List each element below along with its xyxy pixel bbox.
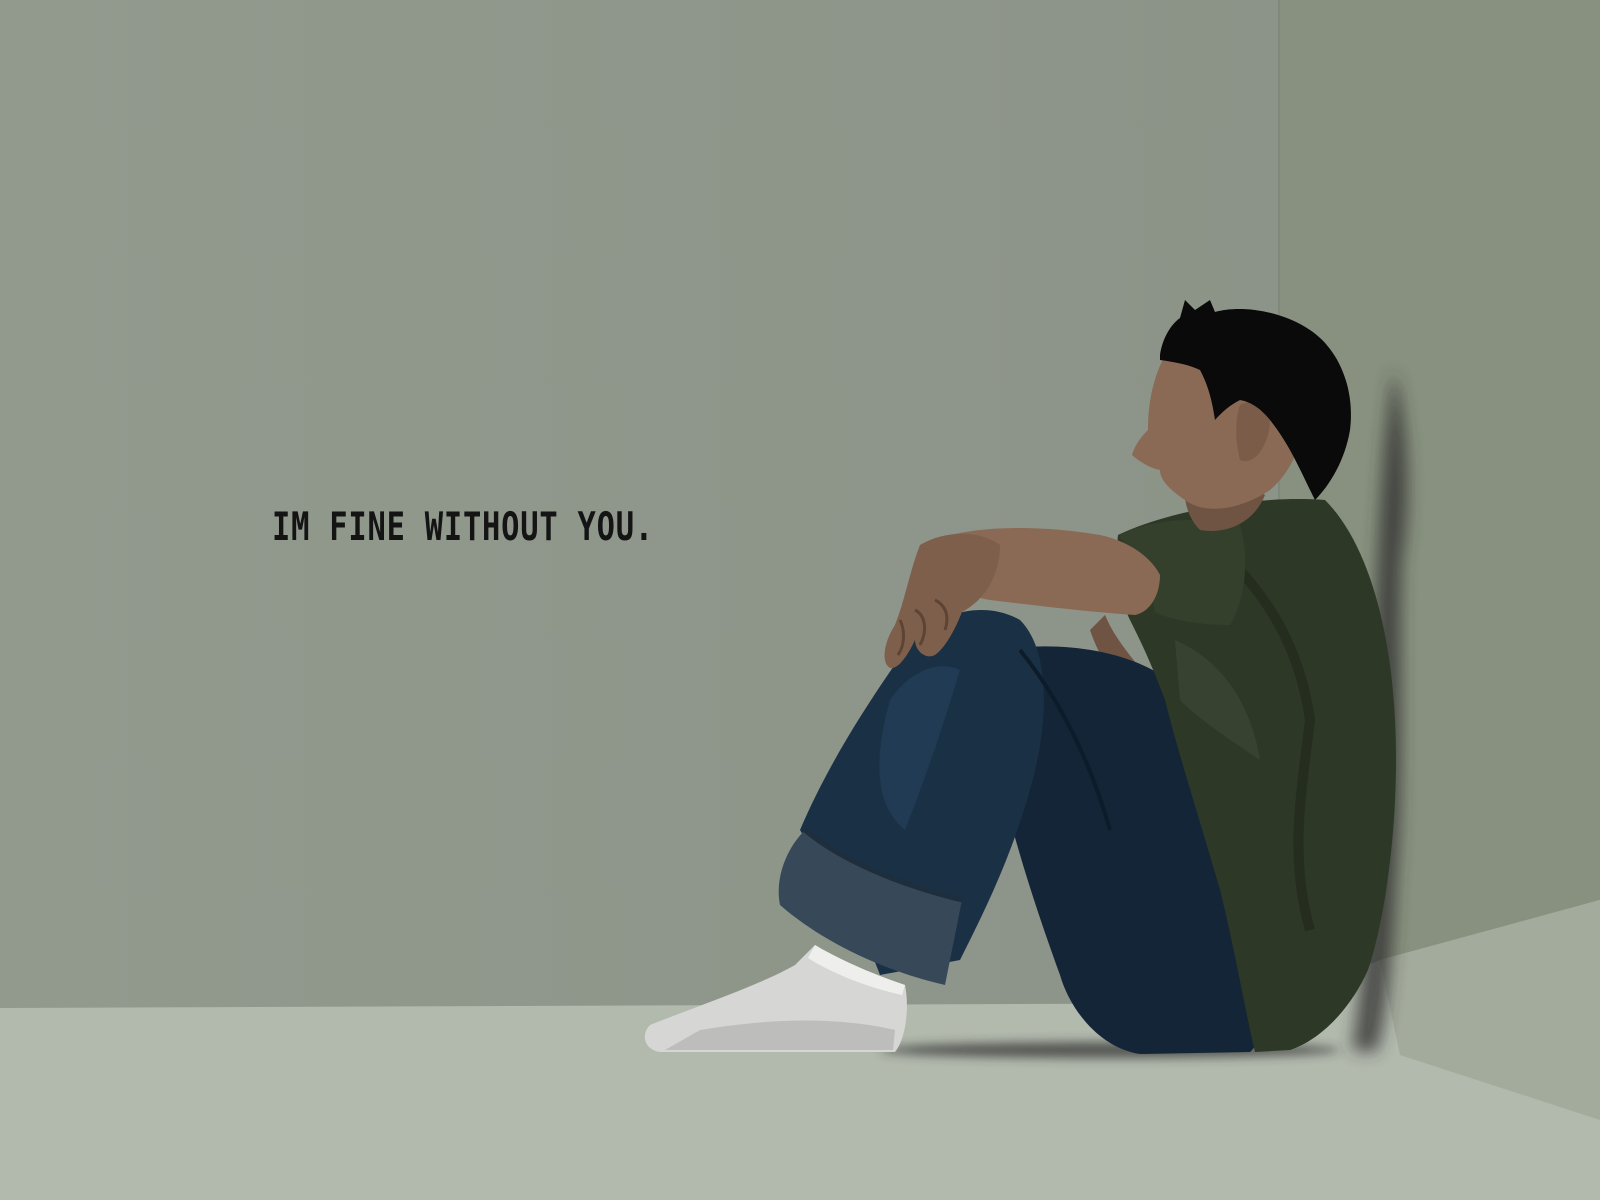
caption-text: IM FINE WITHOUT YOU.	[272, 505, 654, 550]
